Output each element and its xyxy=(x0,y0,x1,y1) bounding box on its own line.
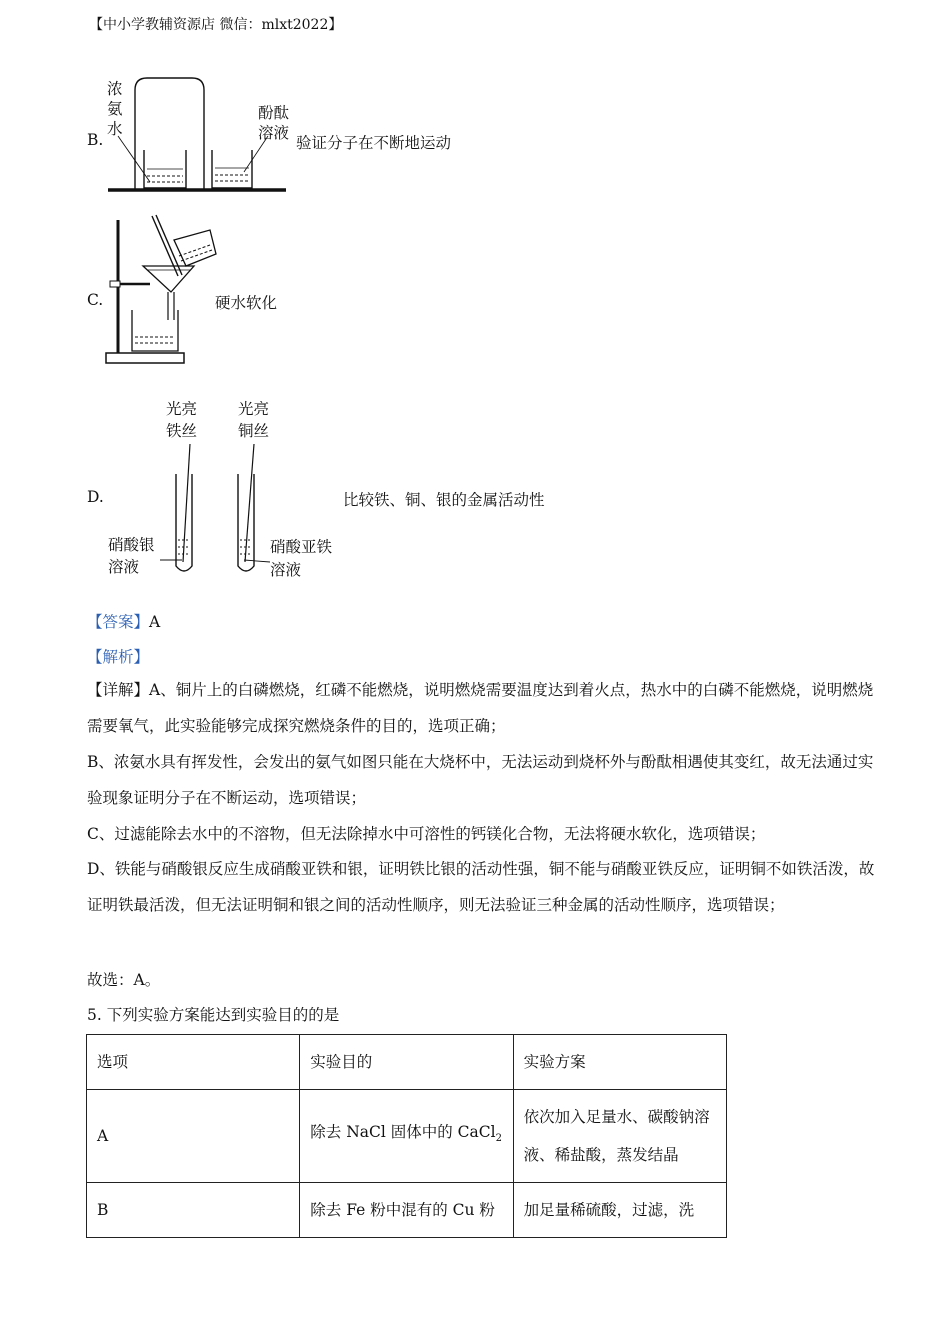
page-header: 【中小学教辅资源店 微信：mlxt2022】 xyxy=(89,17,343,33)
detail-c: C、过滤能除去水中的不溶物，但无法除掉水中可溶性的钙镁化合物，无法将硬水软化，选项错误； xyxy=(87,825,766,843)
filtration-figure xyxy=(104,212,224,368)
option-c-caption: 硬水软化 xyxy=(215,294,278,312)
question-5-table xyxy=(86,1034,727,1238)
label-copper-wire-2: 铜丝 xyxy=(238,422,270,440)
detail-a xyxy=(87,672,877,744)
table-cell-option: B xyxy=(87,1183,300,1238)
label-ferrous-nitrate-1: 硝酸亚铁 xyxy=(270,538,333,556)
label-copper-wire-1: 光亮 xyxy=(238,400,270,418)
answer-tag: 【答案】 xyxy=(87,613,150,631)
ammonia-diffusion-figure xyxy=(104,72,304,200)
detail-conclusion: 故选：A。 xyxy=(87,971,161,989)
answer-value: A xyxy=(149,613,161,631)
label-phenolphthalein-2: 溶液 xyxy=(258,124,290,142)
label-ammonia-2: 氨 xyxy=(107,100,123,118)
table-header-cell: 实验方案 xyxy=(513,1035,726,1090)
detail-tag: 【详解】 xyxy=(87,681,150,699)
label-ammonia-1: 浓 xyxy=(107,80,123,98)
table-header-cell: 实验目的 xyxy=(300,1035,513,1090)
table-cell-plan: 依次加入足量水、碳酸钠溶液、稀盐酸，蒸发结晶 xyxy=(513,1090,726,1183)
label-ammonia-3: 水 xyxy=(107,120,123,138)
option-d-caption: 比较铁、铜、银的金属活动性 xyxy=(343,491,545,509)
table-row xyxy=(87,1090,727,1183)
option-b-caption: 验证分子在不断地运动 xyxy=(296,134,452,152)
label-ferrous-nitrate-2: 溶液 xyxy=(270,561,302,579)
analysis-tag: 【解析】 xyxy=(87,648,150,666)
option-b-letter: B. xyxy=(87,131,104,149)
label-silver-nitrate-1: 硝酸银 xyxy=(108,536,155,554)
answer-line xyxy=(87,610,160,632)
option-c-letter: C. xyxy=(87,291,104,309)
table-cell-plan: 加足量稀硫酸，过滤，洗 xyxy=(513,1183,726,1238)
table-cell-option: A xyxy=(87,1090,300,1183)
table-cell-goal: 除去 Fe 粉中混有的 Cu 粉 xyxy=(300,1183,513,1238)
option-d-letter: D. xyxy=(87,488,104,506)
label-iron-wire-1: 光亮 xyxy=(166,400,198,418)
label-phenolphthalein-1: 酚酞 xyxy=(258,104,290,122)
table-cell-goal xyxy=(300,1090,513,1183)
table-header-row xyxy=(87,1035,727,1090)
goal-subscript: 2 xyxy=(495,1133,502,1145)
label-iron-wire-2: 铁丝 xyxy=(166,422,198,440)
question-5-stem: 5. 下列实验方案能达到实验目的的是 xyxy=(87,1006,340,1024)
metal-activity-figure xyxy=(104,394,349,584)
detail-b: B、浓氨水具有挥发性，会发出的氨气如图只能在大烧杯中，无法运动到烧杯外与酚酞相遇使其变红，故无法通过实验现象证明分子在不断运动，选项错误； xyxy=(87,753,874,807)
table-header-cell: 选项 xyxy=(87,1035,300,1090)
goal-text: 除去 NaCl 固体中的 CaCl xyxy=(310,1123,496,1142)
table-row xyxy=(87,1183,727,1238)
label-silver-nitrate-2: 溶液 xyxy=(108,558,140,576)
detail-d: D、铁能与硝酸银反应生成硝酸亚铁和银，证明铁比银的活动性强，铜不能与硝酸亚铁反应，证明铜不如铁活泼，故证明铁最活泼，但无法证明铜和银之间的活动性顺序，则无法验证三种金属的活动性顺序，选项错误； xyxy=(87,860,875,914)
detail-a-text: A、铜片上的白磷燃烧，红磷不能燃烧，说明燃烧需要温度达到着火点，热水中的白磷不能燃烧，说明燃烧需要氧气，此实验能够完成探究燃烧条件的目的，选项正确； xyxy=(87,681,874,735)
